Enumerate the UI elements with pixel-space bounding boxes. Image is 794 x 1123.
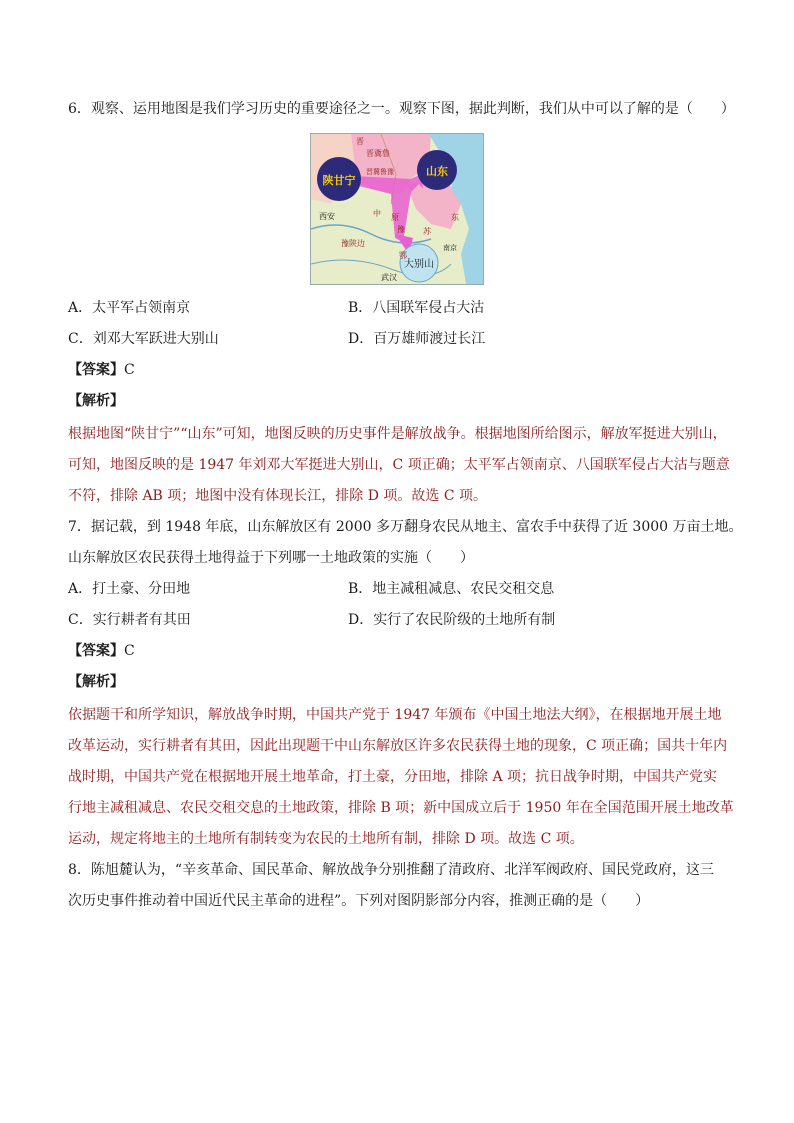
q6-stem: 6．观察、运用地图是我们学习历史的重要途径之一。观察下图，据此判断，我们从中可以了解的是（ ） bbox=[68, 101, 735, 117]
q7-option-b: B．地主减租减息、农民交租交息 bbox=[348, 581, 555, 597]
q7-answer-value: C bbox=[124, 643, 135, 659]
q6-option-d: D．百万雄师渡过长江 bbox=[348, 331, 486, 347]
q6-analysis-line: 不符，排除 AB 项；地图中没有体现长江，排除 D 项。故选 C 项。 bbox=[68, 488, 488, 504]
q6-map bbox=[310, 133, 484, 285]
label-xian: 西安 bbox=[319, 212, 335, 221]
q8-stem-line: 次历史事件推动着中国近代民主革命的进程”。下列对图阴影部分内容，推测正确的是（ ） bbox=[68, 893, 650, 909]
q7-analysis-line: 改革运动，实行耕者有其田，因此出现题干中山东解放区许多农民获得土地的现象，C 项正确；国共十年内 bbox=[68, 738, 728, 754]
label-jinjiyu: 晋冀鲁 bbox=[366, 149, 390, 158]
liberation-war-map bbox=[311, 134, 483, 284]
label-yu: 豫 bbox=[397, 225, 405, 234]
q6-option-a: A．太平军占领南京 bbox=[68, 300, 191, 316]
label-dabieshan: 大别山 bbox=[404, 259, 434, 270]
q6-option-b: B．八国联军侵占大沽 bbox=[348, 300, 485, 316]
q7-option-c: C．实行耕者有其田 bbox=[68, 612, 191, 628]
q6-analysis-line: 可知，地图反映的是 1947 年刘邓大军挺进大别山，C 项正确；太平军占领南京、八国联军侵占大沽与题意 bbox=[68, 457, 730, 473]
q6-option-c: C．刘邓大军跃进大别山 bbox=[68, 331, 219, 347]
label-dong: 东 bbox=[451, 213, 459, 222]
q7-analysis-line: 战时期，中国共产党在根据地开展土地革命，打土豪，分田地，排除 A 项；抗日战争时期，中国共产党实 bbox=[68, 769, 718, 785]
label-su: 苏 bbox=[423, 227, 431, 236]
q6-answer-value: C bbox=[124, 362, 135, 378]
q6-answer-row bbox=[68, 360, 135, 380]
label-wuhan: 武汉 bbox=[381, 273, 397, 282]
label-shanbian: 豫陕边 bbox=[341, 239, 365, 248]
q7-analysis-line: 运动，规定将地主的土地所有制转变为农民的土地所有制，排除 D 项。故选 C 项。 bbox=[68, 831, 584, 847]
q7-analysis-label: 【解析】 bbox=[68, 674, 124, 690]
q6-analysis-line: 根据地图“陕甘宁”“山东”可知，地图反映的历史事件是解放战争。根据地图所给图示，解放军挺进大别山， bbox=[68, 426, 727, 442]
q7-stem-line: 山东解放区农民获得土地得益于下列哪一土地政策的实施（ ） bbox=[68, 550, 474, 566]
label-zhong: 中 bbox=[373, 209, 381, 218]
q7-option-d: D．实行了农民阶级的土地所有制 bbox=[348, 612, 556, 628]
q7-option-a: A．打土豪、分田地 bbox=[68, 581, 191, 597]
label-nanjing: 南京 bbox=[443, 244, 457, 252]
q7-analysis-line: 行地主减租减息、农民交租交息的土地政策，排除 B 项；新中国成立后于 1950 年在全国范围开展土地改革 bbox=[68, 800, 734, 816]
q7-analysis-line: 依据题干和所学知识，解放战争时期，中国共产党于 1947 年颁布《中国土地法大纲》，在根据地开展土地 bbox=[68, 707, 722, 723]
label-jin: 晋 bbox=[356, 137, 364, 146]
q7-stem-line: 7．据记载，到 1948 年底，山东解放区有 2000 多万翻身农民从地主、富农手中获得了近 3000 万亩土地。 bbox=[68, 519, 743, 535]
q7-answer-row bbox=[68, 641, 135, 661]
label-shaanganning: 陕甘宁 bbox=[322, 174, 356, 187]
label-e: 鄂 bbox=[399, 251, 407, 260]
q7-answer-label: 【答案】 bbox=[68, 643, 124, 659]
q8-stem-line: 8．陈旭麓认为，“辛亥革命、国民革命、解放战争分别推翻了清政府、北洋军阀政府、国民党政府，这三 bbox=[68, 862, 715, 878]
q6-answer-label: 【答案】 bbox=[68, 362, 124, 378]
label-yuan: 原 bbox=[391, 213, 399, 222]
label-jijiyu: 晋冀鲁豫 bbox=[366, 168, 394, 176]
label-shandong: 山东 bbox=[426, 165, 448, 178]
q6-analysis-label: 【解析】 bbox=[68, 393, 124, 409]
